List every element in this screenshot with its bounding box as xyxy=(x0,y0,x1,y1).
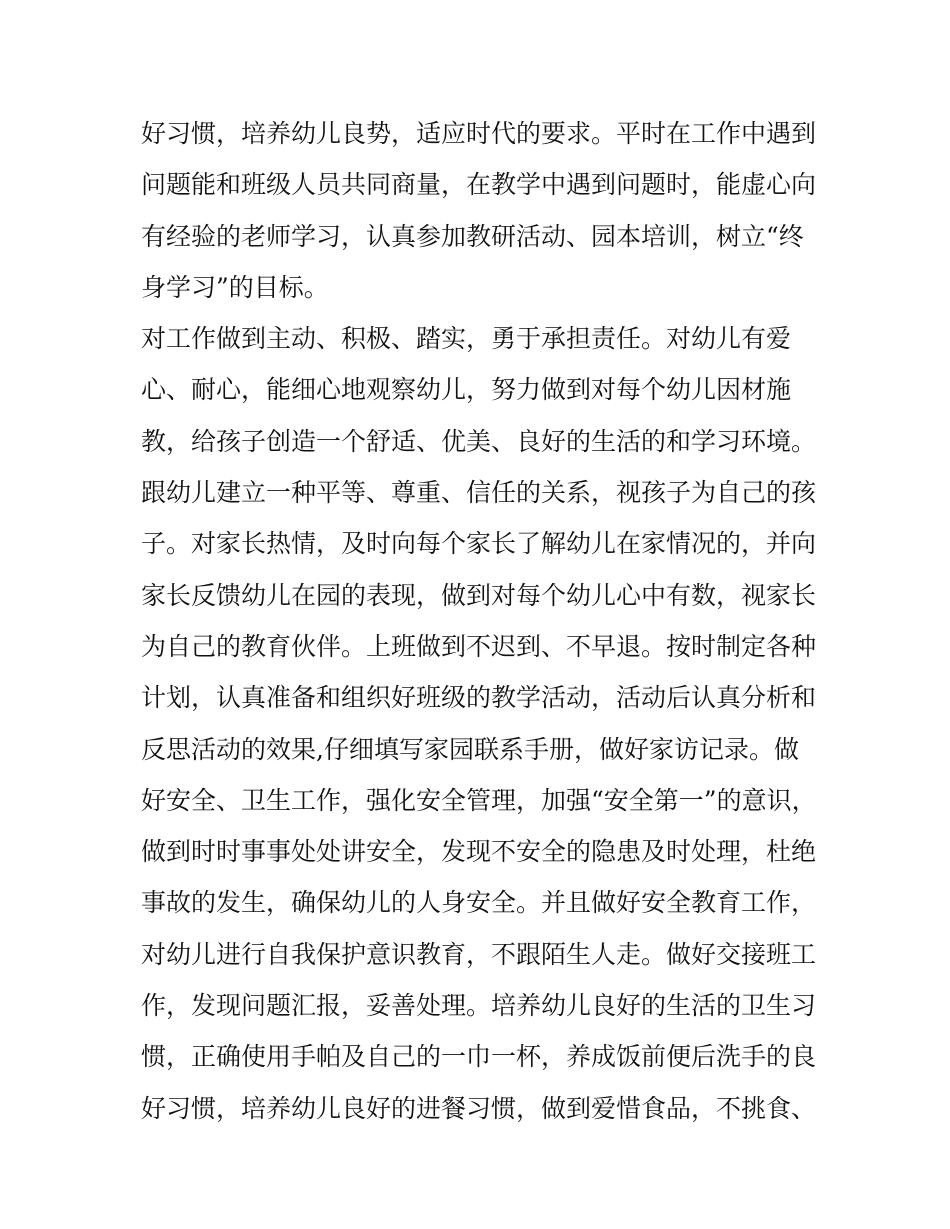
text-line: 子。对家长热情，及时向每个家长了解幼儿在家情况的，并向 xyxy=(141,529,817,559)
text-line: 事故的发生，确保幼儿的人身安全。并且做好安全教育工作， xyxy=(141,888,817,918)
text-line: 作，发现问题汇报，妥善处理。培养幼儿良好的生活的卫生习 xyxy=(141,991,817,1021)
body-text xyxy=(141,108,821,1134)
text-line: 跟幼儿建立一种平等、尊重、信任的关系，视孩子为自己的孩 xyxy=(141,478,817,508)
text-line: 教，给孩子创造一个舒适、优美、良好的生活的和学习环境。 xyxy=(141,426,817,456)
text-line: 对幼儿进行自我保护意识教育，不跟陌生人走。做好交接班工 xyxy=(141,939,817,969)
text-line: 反思活动的效果,仔细填写家园联系手册，做好家访记录。做 xyxy=(141,734,799,764)
text-line: 家长反馈幼儿在园的表现，做到对每个幼儿心中有数，视家长 xyxy=(141,580,817,610)
text-line: 惯，正确使用手帕及自己的一巾一杯，养成饭前便后洗手的良 xyxy=(141,1042,817,1072)
text-line: 为自己的教育伙伴。上班做到不迟到、不早退。按时制定各种 xyxy=(141,631,817,661)
text-line: 问题能和班级人员共同商量，在教学中遇到问题时，能虚心向 xyxy=(141,170,817,200)
text-line: 好习惯，培养幼儿良势，适应时代的要求。平时在工作中遇到 xyxy=(141,119,817,148)
text-line: 好习惯，培养幼儿良好的进餐习惯，做到爱惜食品，不挑食、 xyxy=(141,1093,817,1123)
text-line: 计划，认真准备和组织好班级的教学活动，活动后认真分析和 xyxy=(141,683,817,713)
text-line: 好安全、卫生工作，强化安全管理，加强“安全第一”的意识， xyxy=(141,785,817,815)
text-line: 对工作做到主动、积极、踏实，勇于承担责任。对幼儿有爱 xyxy=(141,324,792,354)
text-line: 有经验的老师学习，认真参加教研活动、园本培训，树立“终 xyxy=(141,221,804,251)
text-line: 心、耐心，能细心地观察幼儿，努力做到对每个幼儿因材施 xyxy=(141,375,792,405)
text-line: 做到时时事事处处讲安全，发现不安全的隐患及时处理，杜绝 xyxy=(141,837,817,867)
text-line: 身学习”的目标。 xyxy=(141,272,329,302)
